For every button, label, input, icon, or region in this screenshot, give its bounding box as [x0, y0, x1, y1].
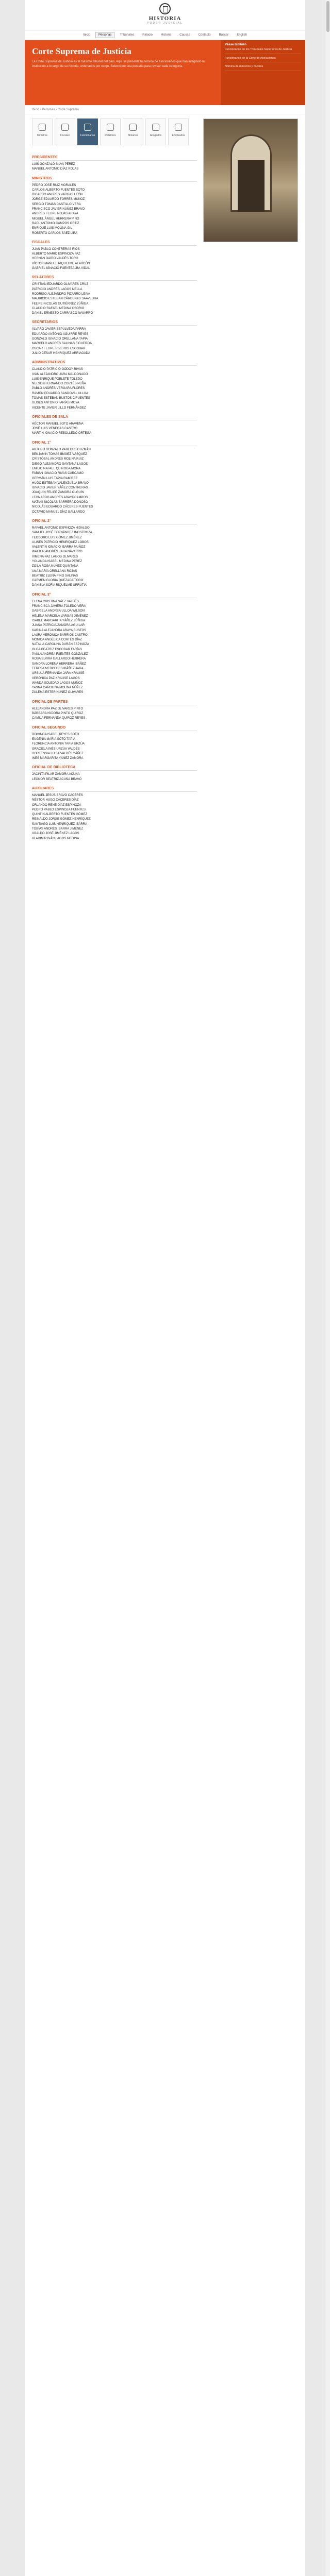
person-link[interactable]: SANTIAGO LUIS HENRÍQUEZ IBARRA — [32, 822, 88, 826]
person-link[interactable]: FRANCISCO JAVIER NÚÑEZ BRAVO — [32, 208, 85, 211]
tab-abogados[interactable] — [145, 118, 166, 145]
person-link[interactable]: PAULA ANDREA FUENTES GONZÁLEZ — [32, 653, 88, 656]
group-title: OFICIAL DE PARTES — [32, 700, 197, 705]
site-header — [25, 0, 305, 30]
person-link[interactable]: ZULEMA ESTER NÚÑEZ OLIVARES — [32, 691, 84, 694]
person-link[interactable]: DANIEL ERNESTO CARRASCO NAVARRO — [32, 312, 93, 315]
nav-item[interactable]: Buscar — [219, 33, 229, 37]
group-title: AUXILIARES — [32, 787, 197, 792]
person-link[interactable]: LUIS ENRIQUE POBLETE TOLEDO — [32, 377, 82, 381]
person-link[interactable]: MAURICIO ESTEBAN CÁRDENAS SAAVEDRA — [32, 297, 98, 301]
tab-ministros[interactable] — [32, 118, 53, 145]
person-link[interactable]: HERNÁN DARÍO VALDÉS TORO — [32, 257, 78, 261]
person-link[interactable]: EMILIO RAFAEL QUIROGA MORA — [32, 467, 81, 470]
person-link[interactable]: DANIELA SOFÍA RIQUELME URRUTIA — [32, 584, 87, 587]
tab-fiscales[interactable] — [55, 118, 75, 145]
tab-label: Notarios — [128, 134, 138, 137]
person-link[interactable]: VERÓNICA PAZ KRAUSE LAGOS — [32, 676, 80, 680]
person-link[interactable]: GABRIEL IGNACIO FUENTEALBA VIDAL — [32, 267, 90, 270]
staff-group — [32, 593, 197, 696]
person-link[interactable]: NELSON FERNANDO CORTÉS PEÑA — [32, 382, 86, 386]
person-link[interactable]: JUAN PABLO CONTRERAS RÍOS — [32, 247, 80, 251]
related-title: Véase también — [225, 43, 247, 46]
tab-icon — [129, 124, 137, 131]
tab-icon — [39, 124, 46, 131]
person-link[interactable]: HÉCTOR MANUEL SOTO ARAVENA — [32, 422, 84, 426]
person-link[interactable]: YOLANDA ISABEL MEDINA PÉREZ — [32, 560, 82, 563]
person-link[interactable]: CRISTIÁN EDUARDO OLIVARES CRUZ — [32, 283, 89, 286]
person-link[interactable]: NÉSTOR HUGO CÁCERES DÍAZ — [32, 799, 79, 802]
staff-group — [32, 241, 197, 271]
nav-item[interactable]: Personas — [95, 32, 114, 38]
group-title: ADMINISTRATIVOS — [32, 361, 197, 366]
person-link[interactable]: ROBERTO CARLOS SÁEZ LIRA — [32, 231, 78, 235]
person-link[interactable]: ENRIQUE LUIS MOLINA GIL — [32, 227, 73, 230]
person-link[interactable]: URSULA FERNANDA JARA KRAUSE — [32, 672, 85, 675]
staff-group — [32, 361, 197, 411]
person-link[interactable]: CARLOS ALBERTO FUENTES SOTO — [32, 188, 85, 192]
person-link[interactable]: MARCELO ANDRÉS SALINAS FIGUEROA — [32, 342, 92, 346]
person-link[interactable]: JACINTA PILAR ZAMORA ACUÑA — [32, 773, 80, 776]
person-link[interactable]: MATÍAS NICOLÁS BARRERA DONOSO — [32, 501, 88, 504]
staff-group — [32, 766, 197, 782]
person-link[interactable]: RAÚL ANTONIO CAMPOS ORTIZ — [32, 222, 79, 225]
staff-group — [32, 177, 197, 236]
person-link[interactable]: ÁLVARO JAVIER SEPÚLVEDA PARRA — [32, 328, 86, 331]
person-link[interactable]: JUANA PATRICIA ZAMORA AGUILAR — [32, 624, 85, 628]
person-link[interactable]: JULIO CÉSAR HENRÍQUEZ ARRIAGADA — [32, 351, 91, 355]
category-tabs — [32, 118, 228, 147]
main-nav — [25, 30, 305, 40]
person-link[interactable]: HORTENSIA LUISA VALDÉS YÁÑEZ — [32, 752, 84, 755]
breadcrumb[interactable]: Inicio › Personas › Corte Suprema — [25, 105, 305, 114]
nav-item[interactable]: Historia — [160, 33, 172, 37]
tab-label: Abogados — [150, 134, 162, 137]
person-link[interactable]: INÉS MARGARITA YÁÑEZ ZAMORA — [32, 757, 84, 760]
person-link[interactable]: ROSA ELVIRA GALLARDO HERRERA — [32, 657, 86, 661]
tab-label: Relatores — [105, 134, 116, 137]
tab-empleados[interactable] — [168, 118, 189, 145]
person-link[interactable]: GRACIELA INÉS URZÚA VALDÉS — [32, 747, 80, 751]
group-title: OFICIAL 2° — [32, 519, 197, 524]
person-link[interactable]: VICENTE JAVIER LILLO FERNÁNDEZ — [32, 406, 86, 410]
staff-group — [32, 726, 197, 761]
page-scrollbar[interactable] — [325, 0, 330, 2576]
tab-icon — [107, 124, 114, 131]
person-link[interactable]: OCTAVIO MANUEL DÍAZ GALLARDO — [32, 510, 85, 514]
logo-text[interactable]: HISTORIA — [148, 15, 182, 22]
person-link[interactable]: CAMILA FERNANDA QUIROZ REYES — [32, 717, 86, 720]
person-link[interactable]: ANDRÉS FELIPE ROJAS ARAYA — [32, 212, 78, 216]
person-link[interactable]: TOBÍAS ANDRÉS IBARRA JIMÉNEZ — [32, 827, 84, 831]
person-link[interactable]: GONZALO IGNACIO ORELLANA TAPIA — [32, 337, 88, 341]
person-link[interactable]: LAURA VERÓNICA BARRIOS CASTRO — [32, 633, 88, 637]
person-link[interactable]: GABRIELA ANDREA ULLOA WILSON — [32, 609, 85, 613]
person-link[interactable]: WALTER ANDRÉS JARA NAVARRO — [32, 550, 82, 554]
group-title: PRESIDENTES — [32, 156, 197, 161]
group-title: OFICIAL SEGUNDO — [32, 726, 197, 731]
staff-group — [32, 441, 197, 515]
person-link[interactable]: WANDA SOLEDAD LAGOS MUÑOZ — [32, 681, 83, 685]
person-link[interactable]: RICARDO ANDRÉS VARGAS LEÓN — [32, 193, 83, 197]
person-link[interactable]: SAMUEL JOSÉ FERNÁNDEZ INOSTROZA — [32, 531, 92, 535]
tab-icon — [61, 124, 69, 131]
person-link[interactable]: PATRICIO ANDRÉS LAGOS MELLA — [32, 287, 82, 291]
person-link[interactable]: ZOILA ROSA NÚÑEZ QUINTANA — [32, 565, 78, 568]
group-title: MINISTROS — [32, 177, 197, 182]
page — [25, 0, 305, 2576]
person-link[interactable]: DOMINGA ISABEL REYES SOTO — [32, 733, 79, 736]
staff-group — [32, 700, 197, 721]
person-link[interactable]: VLADIMIR IVÁN LAGOS MEDINA — [32, 837, 79, 840]
related-link[interactable]: Nómina de ministros y fiscales — [225, 65, 301, 71]
person-link[interactable]: TOMÁS ESTEBAN BUSTOS CIFUENTES — [32, 396, 90, 400]
person-link[interactable]: ALBERTO MARIO ESPINOZA PAZ — [32, 252, 80, 256]
person-link[interactable]: JOAQUÍN FELIPE ZAMORA OLGUÍN — [32, 491, 84, 495]
page-title: Corte Suprema de Justicia — [32, 46, 131, 56]
person-link[interactable]: IGNACIO JAVIER YÁÑEZ CONTRERAS — [32, 486, 88, 490]
person-link[interactable]: ELENA CRISTINA SÁEZ VALDÉS — [32, 600, 79, 603]
person-link[interactable]: VÍCTOR MANUEL RIQUELME ALARCÓN — [32, 262, 90, 265]
person-link[interactable]: KARINA ALEJANDRA ARAYA BUSTOS — [32, 629, 87, 632]
person-link[interactable]: SERGIO TOMÁS CASTILLO VERA — [32, 202, 81, 206]
logo-subtitle: PODER JUDICIAL — [147, 22, 183, 25]
person-link[interactable]: REINALDO JORGE GÓMEZ HENRÍQUEZ — [32, 818, 91, 821]
person-link[interactable]: ISABEL MARGARITA YÁÑEZ ZÚÑIGA — [32, 619, 86, 622]
staff-group — [32, 787, 197, 841]
person-link[interactable]: VALENTÍN IGNACIO IBARRA MUÑOZ — [32, 546, 86, 549]
staff-group — [32, 320, 197, 356]
person-link[interactable]: BÁRBARA ISIDORA PINTO QUIROZ — [32, 712, 84, 716]
person-link[interactable]: ALEJANDRA PAZ OLIVARES PINTO — [32, 707, 84, 710]
person-link[interactable]: YASNA CAROLINA MOLINA NÚÑEZ — [32, 686, 83, 690]
person-link[interactable]: CARMEN GLORIA QUEZADA TORO — [32, 579, 84, 583]
tab-relatores[interactable] — [100, 118, 121, 145]
group-title: SECRETARIOS — [32, 320, 197, 326]
tab-label: Fiscales — [60, 134, 70, 137]
palace-photo — [203, 118, 298, 242]
person-link[interactable]: FLORENCIA ANTONIA TAPIA URZÚA — [32, 742, 85, 746]
person-link[interactable]: HELENA MARCELA VARGAS XIMÉNEZ — [32, 614, 88, 618]
person-link[interactable]: LUIS GONZALO SILVA PÉREZ — [32, 163, 75, 166]
tab-label: Ministros — [37, 134, 47, 137]
person-link[interactable]: UBALDO JOSÉ JIMÉNEZ LAGOS — [32, 832, 79, 836]
staff-group — [32, 415, 197, 436]
person-link[interactable]: MÓNICA ANGÉLICA CORTÉS DÍAZ — [32, 638, 82, 642]
person-link[interactable]: FELIPE NICOLÁS GUTIÉRREZ ZÚÑIGA — [32, 302, 89, 306]
person-link[interactable]: IVÁN ALEJANDRO JARA MALDONADO — [32, 372, 88, 376]
person-link[interactable]: MANUEL JESÚS BRAVO CÁCERES — [32, 793, 83, 797]
person-link[interactable]: OLGA BEATRIZ ESCOBAR FARÍAS — [32, 648, 82, 651]
staff-list — [32, 156, 197, 846]
page-description: La Corte Suprema de Justicia es el máximo tribunal del país. Aquí se presenta la nómina de funcionarios que han integrado la institución a lo largo de su historia, ordenados por cargo. Seleccione una pestaña para revisar cada categoría. — [32, 60, 205, 68]
staff-group — [32, 156, 197, 172]
nav-item[interactable]: Causas — [179, 33, 190, 37]
main-content — [25, 114, 305, 2576]
person-link[interactable]: FABIÁN IGNACIO RIVAS CÁRCAMO — [32, 472, 84, 476]
person-link[interactable]: DIEGO ALEJANDRO SANTANA LAGOS — [32, 462, 88, 466]
person-link[interactable]: RODRIGO ALEJANDRO PIZARRO LEIVA — [32, 292, 90, 296]
person-link[interactable]: CLAUDIO PATRICIO GODOY RIVAS — [32, 368, 83, 371]
person-link[interactable]: TERESA MERCEDES IBÁÑEZ JARA — [32, 667, 84, 670]
person-link[interactable]: HUGO ESTEBAN VALENZUELA BRAVO — [32, 481, 89, 485]
person-link[interactable]: QUINTÍN ALBERTO FUENTES GÓMEZ — [32, 813, 88, 817]
group-title: OFICIAL DE BIBLIOTECA — [32, 766, 197, 771]
person-link[interactable]: BENJAMÍN TOMÁS IBÁÑEZ VÁSQUEZ — [32, 453, 87, 456]
person-link[interactable]: CLAUDIO RAFAEL MEDINA OSORIO — [32, 307, 85, 310]
person-link[interactable]: MARTÍN IGNACIO REBOLLEDO ORTEGA — [32, 432, 92, 435]
tab-icon — [152, 124, 159, 131]
tab-notarios[interactable] — [123, 118, 143, 145]
person-link[interactable]: BEATRIZ ELENA PINO SALINAS — [32, 574, 78, 578]
person-link[interactable]: EDUARDO ANTONIO AGUIRRE REYES — [32, 332, 89, 336]
logo-icon[interactable] — [159, 3, 171, 14]
person-link[interactable]: NICOLÁS EDUARDO CÁCERES FUENTES — [32, 505, 93, 509]
person-link[interactable]: RAFAEL ANTONIO ESPINOZA HIDALGO — [32, 526, 90, 530]
page-banner — [25, 40, 305, 105]
person-link[interactable]: PABLO ANDRÉS VERGARA FLORES — [32, 387, 85, 391]
person-link[interactable]: PEDRO PABLO ESPINOZA FUENTES — [32, 808, 86, 811]
tab-funcionarios[interactable] — [77, 118, 98, 145]
person-link[interactable]: EUGENIA MARÍA SOTO TAPIA — [32, 737, 76, 741]
related-links — [221, 40, 305, 105]
tab-icon — [175, 124, 182, 131]
group-title: FISCALES — [32, 241, 197, 246]
photo-door — [238, 160, 265, 212]
tab-icon — [84, 124, 91, 131]
staff-group — [32, 519, 197, 588]
group-title: OFICIALES DE SALA — [32, 415, 197, 420]
tab-label: Funcionarios — [80, 134, 95, 137]
nav-item[interactable]: Tribunales — [120, 33, 135, 37]
person-link[interactable]: MANUEL ANTONIO DÍAZ ROJAS — [32, 167, 79, 171]
person-link[interactable]: FRANCISCA JAVIERA TOLEDO VERA — [32, 605, 86, 608]
person-link[interactable]: SANDRA LORENA HERRERA IBÁÑEZ — [32, 662, 86, 666]
nav-item[interactable]: Inicio — [83, 33, 91, 37]
group-title: OFICIAL 1° — [32, 441, 197, 446]
person-link[interactable]: ANA MARÍA ORELLANA ROJAS — [32, 569, 77, 573]
person-link[interactable]: RAMÓN EDUARDO SANDOVAL ULLOA — [32, 392, 89, 395]
person-link[interactable]: GERMÁN LUIS TAPIA RAMÍREZ — [32, 477, 78, 480]
person-link[interactable]: XIMENA PAZ LAGOS OLIVARES — [32, 555, 78, 558]
scrollbar-thumb[interactable] — [326, 1, 329, 32]
person-link[interactable]: CRISTÓBAL ANDRÉS MOLINA RUIZ — [32, 457, 84, 461]
person-link[interactable]: ULISES PATRICIO HENRÍQUEZ LOBOS — [32, 540, 89, 544]
related-link[interactable]: Funcionarios de la Corte de Apelaciones — [225, 57, 301, 63]
person-link[interactable]: NATALIA CAROLINA DURÁN ESPINOZA — [32, 643, 89, 647]
related-link[interactable]: Funcionarios de los Tribunales Superiores de Justicia — [225, 48, 301, 54]
person-link[interactable]: JOSÉ LUIS VENEGAS CASTRO — [32, 427, 78, 431]
person-link[interactable]: ARTURO GONZALO PAREDES GUZMÁN — [32, 448, 91, 451]
person-link[interactable]: ORLANDO RENÉ DÍAZ ESPINOZA — [32, 803, 81, 807]
person-link[interactable]: ULISES ANTONIO FARÍAS MOYA — [32, 401, 79, 405]
person-link[interactable]: MIGUEL ÁNGEL HERRERA PINO — [32, 217, 79, 221]
person-link[interactable]: JORGE EDUARDO TORRES MUÑOZ — [32, 198, 85, 201]
person-link[interactable]: LEONOR BEATRIZ ACUÑA BRAVO — [32, 777, 82, 781]
staff-group — [32, 276, 197, 316]
nav-item[interactable]: English — [237, 33, 247, 37]
nav-item[interactable]: Contacto — [198, 33, 211, 37]
group-title: OFICIAL 3° — [32, 593, 197, 598]
person-link[interactable]: LEONARDO ANDRÉS ARAYA CAMPOS — [32, 496, 88, 499]
nav-item[interactable]: Palacio — [142, 33, 153, 37]
tab-label: Empleados — [172, 134, 185, 137]
person-link[interactable]: PEDRO JOSÉ RUIZ MORALES — [32, 183, 76, 187]
group-title: RELATORES — [32, 276, 197, 281]
person-link[interactable]: TEODORO LUIS GÓMEZ JIMÉNEZ — [32, 536, 82, 539]
person-link[interactable]: OSCAR FELIPE RIVEROS ESCOBAR — [32, 347, 86, 350]
